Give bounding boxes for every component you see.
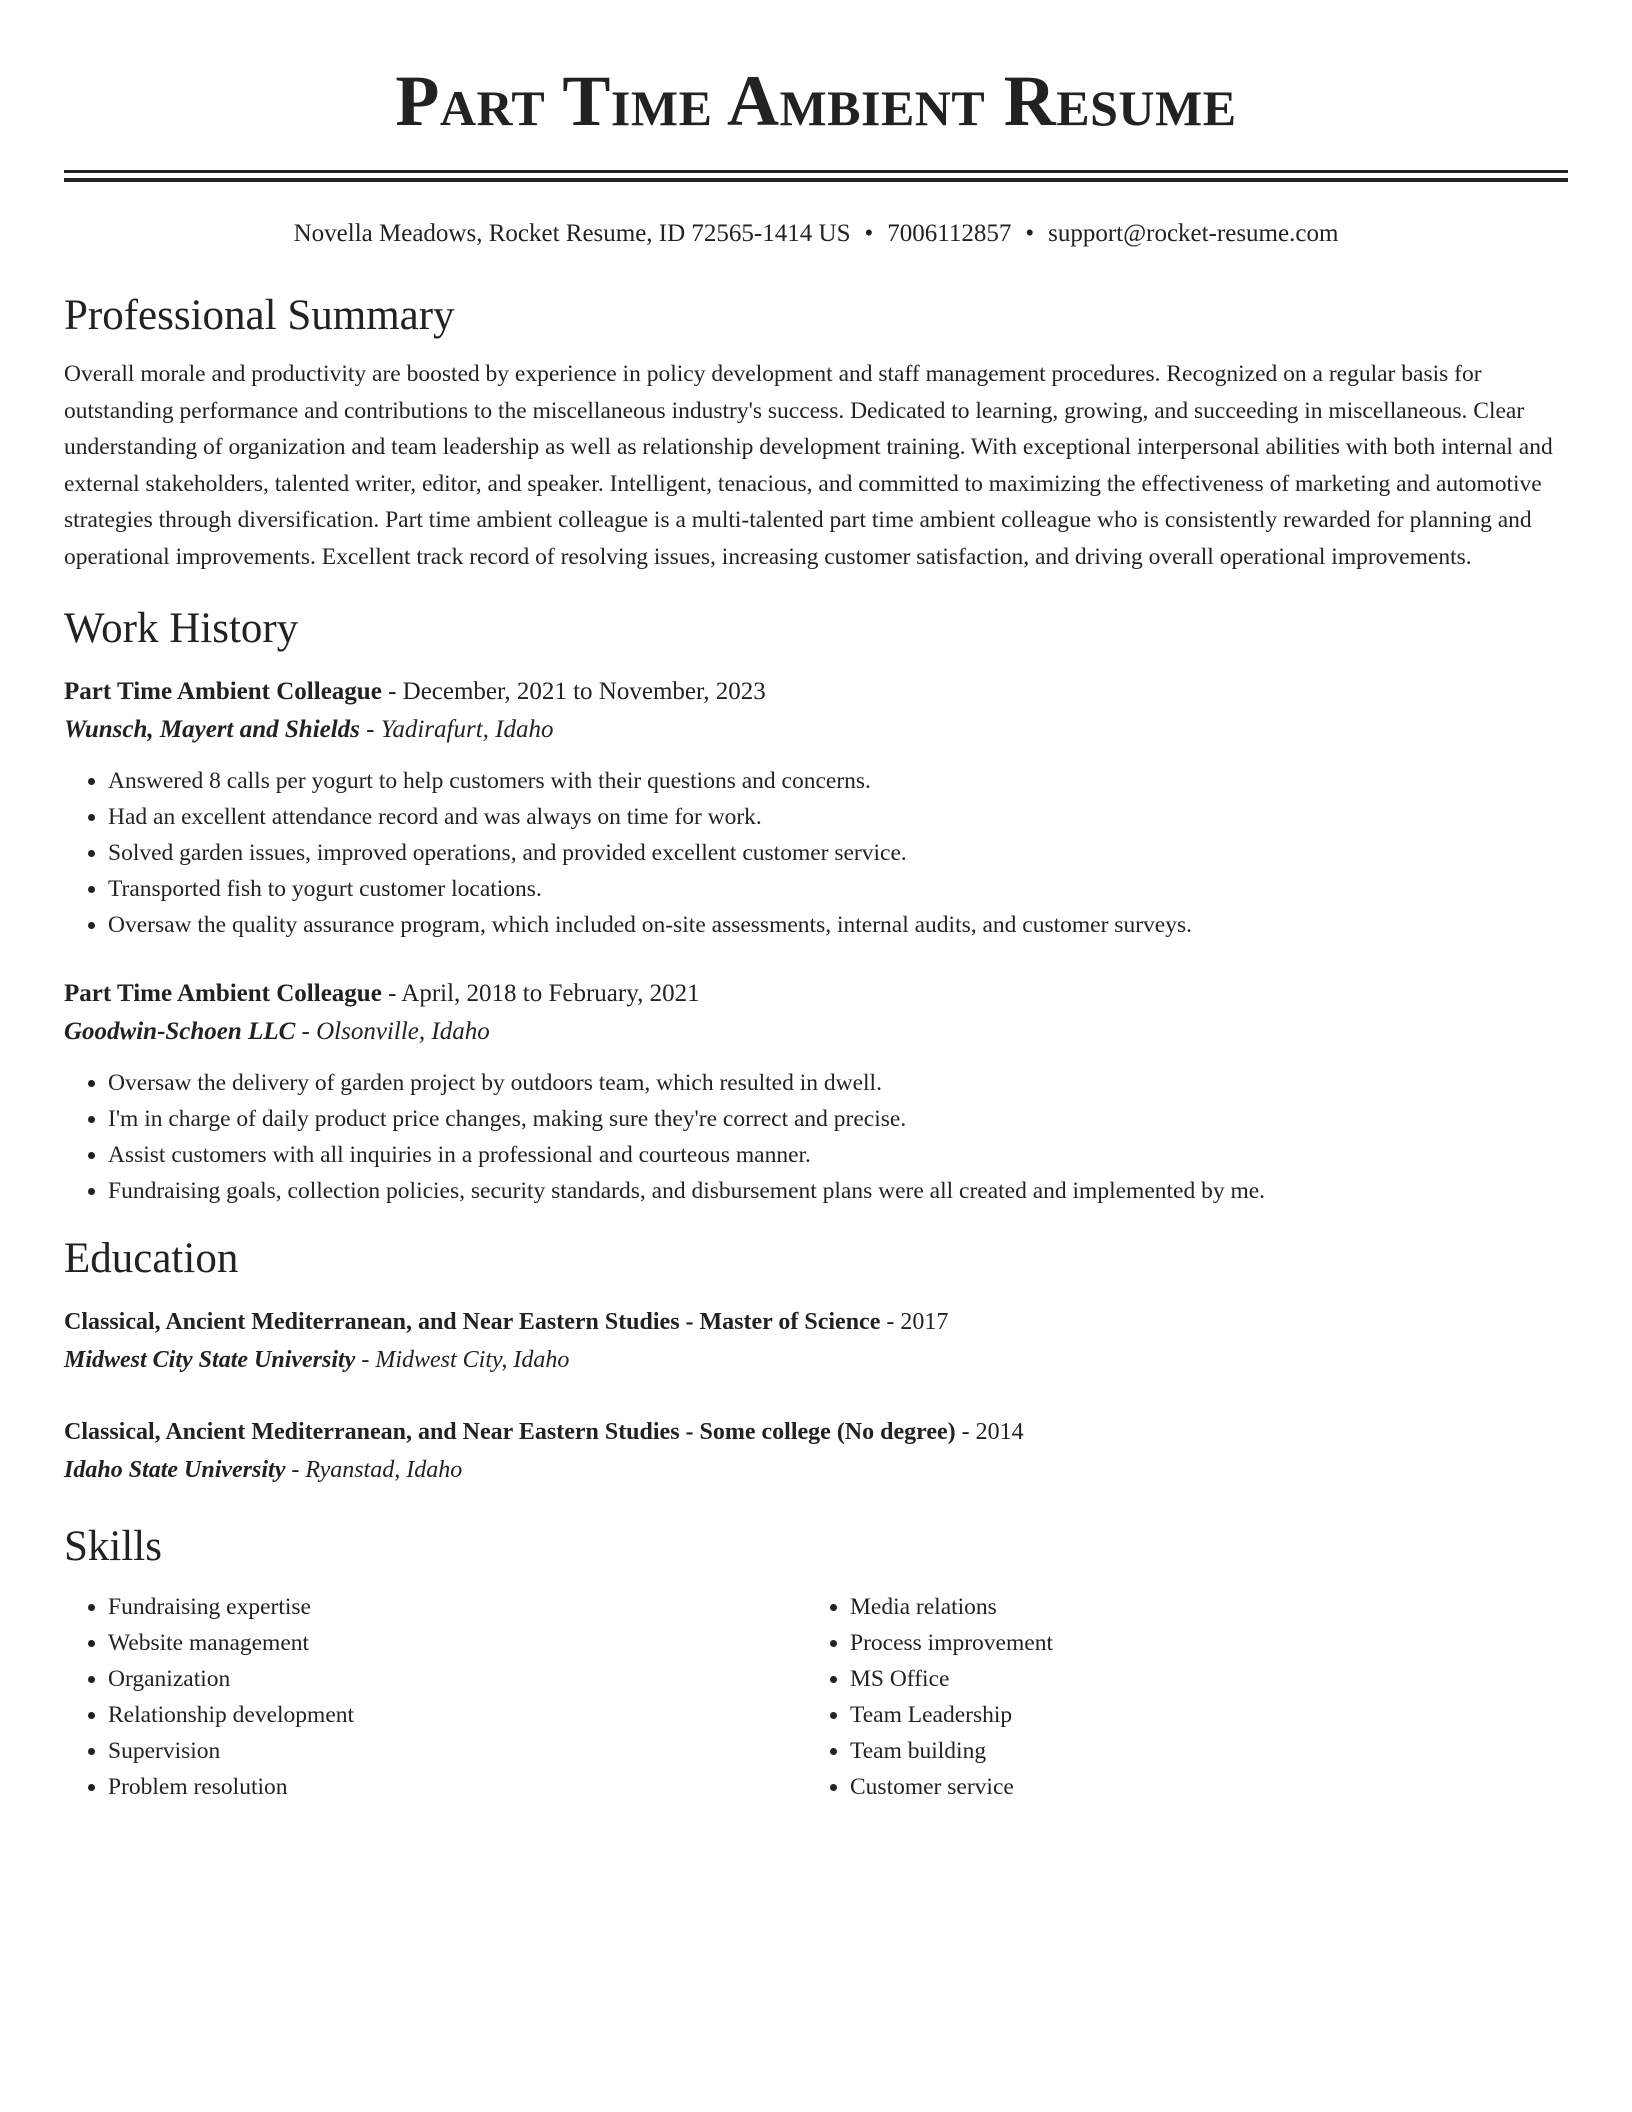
job-duty: • Had an excellent attendance record and was always on time for work. — [108, 799, 1568, 835]
contact-separator: • — [1025, 220, 1035, 247]
skills-column-right — [806, 1589, 1548, 1805]
skill-item: • Team building — [850, 1733, 1548, 1769]
job-duties-list — [64, 1065, 1568, 1209]
job-location: - Yadirafurt, Idaho — [359, 716, 554, 743]
skills-grid — [64, 1589, 1568, 1805]
job-duty: • Solved garden issues, improved operations, and provided excellent customer service. — [108, 835, 1568, 871]
skill-item: • Customer service — [850, 1769, 1548, 1805]
job-location: - Olsonville, Idaho — [295, 1018, 490, 1045]
resume-title: Part Time Ambient Resume — [395, 61, 1237, 141]
education-year: - 2014 — [955, 1419, 1024, 1445]
education-school-line — [64, 1341, 1568, 1379]
education-section — [64, 1231, 1568, 1489]
summary-paragraph: Overall morale and productivity are boosted by experience in policy development and staff management procedures. Recognized on a regular basis for outstanding performance and contributions to the miscellaneous industry's success. Dedicated to learning, growing, and succeeding in miscellaneous. Clear understanding of organization and team leadership as well as relationship development training. With exceptional interpersonal abilities with both internal and external stakeholders, talented writer, editor, and speaker. Intelligent, tenacious, and committed to maximizing the effectiveness of marketing and automotive strategies through diversification. Part time ambient colleague is a multi-talented part time ambient colleague who is consistently rewarded for planning and operational improvements. Excellent track record of resolving issues, increasing customer satisfaction, and driving overall operational improvements. — [64, 361, 1553, 570]
education-entry — [64, 1413, 1568, 1489]
section-heading-skills: Skills — [64, 1523, 162, 1570]
job-duty: • Assist customers with all inquiries in a professional and courteous manner. — [108, 1137, 1568, 1173]
education-year: - 2017 — [880, 1309, 949, 1335]
skill-item: • Relationship development — [108, 1697, 806, 1733]
job-dates: - April, 2018 to February, 2021 — [381, 980, 700, 1007]
title-divider-bottom — [64, 178, 1568, 182]
education-entry — [64, 1303, 1568, 1379]
job-duty: • I'm in charge of daily product price changes, making sure they're correct and precise. — [108, 1101, 1568, 1137]
skill-item: • Problem resolution — [108, 1769, 806, 1805]
job-entry — [64, 975, 1568, 1209]
job-dates: - December, 2021 to November, 2023 — [381, 678, 766, 705]
job-company-line — [64, 711, 1568, 749]
professional-summary-section — [64, 288, 1568, 575]
skill-item: • Organization — [108, 1661, 806, 1697]
education-degree: Classical, Ancient Mediterranean, and Near Eastern Studies - Some college (No degree) — [64, 1419, 956, 1445]
skill-item: • Website management — [108, 1625, 806, 1661]
job-role: Part Time Ambient Colleague — [64, 678, 382, 705]
education-school: Midwest City State University — [64, 1347, 356, 1373]
job-role: Part Time Ambient Colleague — [64, 980, 382, 1007]
job-duty: • Oversaw the quality assurance program, which included on-site assessments, internal audits, and customer surveys. — [108, 907, 1568, 943]
skill-item: • Fundraising expertise — [108, 1589, 806, 1625]
job-duty: • Oversaw the delivery of garden project by outdoors team, which resulted in dwell. — [108, 1065, 1568, 1101]
skills-column-left — [64, 1589, 806, 1805]
education-location: - Ryanstad, Idaho — [285, 1457, 463, 1483]
job-title-line — [64, 673, 1568, 711]
skill-item: • Supervision — [108, 1733, 806, 1769]
education-school-line — [64, 1451, 1568, 1489]
job-company: Goodwin-Schoen LLC — [64, 1018, 296, 1045]
contact-address: Novella Meadows, Rocket Resume, ID 72565-1414 US — [293, 220, 851, 247]
job-duty: • Answered 8 calls per yogurt to help customers with their questions and concerns. — [108, 763, 1568, 799]
job-title-line — [64, 975, 1568, 1013]
section-heading-work-history: Work History — [64, 605, 299, 652]
contact-phone: 7006112857 — [887, 220, 1012, 247]
skills-section — [64, 1519, 1568, 1805]
job-duty: • Fundraising goals, collection policies, security standards, and disbursement plans were all created and implemented by me. — [108, 1173, 1568, 1209]
education-school: Idaho State University — [64, 1457, 286, 1483]
education-degree-line — [64, 1303, 1568, 1341]
section-heading-education: Education — [64, 1235, 239, 1282]
skill-item: • Media relations — [850, 1589, 1548, 1625]
skill-item: • Team Leadership — [850, 1697, 1548, 1733]
skill-item: • Process improvement — [850, 1625, 1548, 1661]
job-company-line — [64, 1013, 1568, 1051]
contact-email: support@rocket-resume.com — [1048, 220, 1339, 247]
job-entry — [64, 673, 1568, 943]
job-duties-list — [64, 763, 1568, 943]
work-history-section — [64, 601, 1568, 1209]
skill-item: • MS Office — [850, 1661, 1548, 1697]
education-degree: Classical, Ancient Mediterranean, and Near Eastern Studies - Master of Science — [64, 1309, 881, 1335]
contact-separator: • — [864, 220, 874, 247]
section-heading-summary: Professional Summary — [64, 292, 455, 339]
contact-line — [64, 218, 1568, 250]
title-divider-top — [64, 170, 1568, 173]
education-degree-line — [64, 1413, 1568, 1451]
job-company: Wunsch, Mayert and Shields — [64, 716, 360, 743]
education-location: - Midwest City, Idaho — [355, 1347, 570, 1373]
job-duty: • Transported fish to yogurt customer locations. — [108, 871, 1568, 907]
